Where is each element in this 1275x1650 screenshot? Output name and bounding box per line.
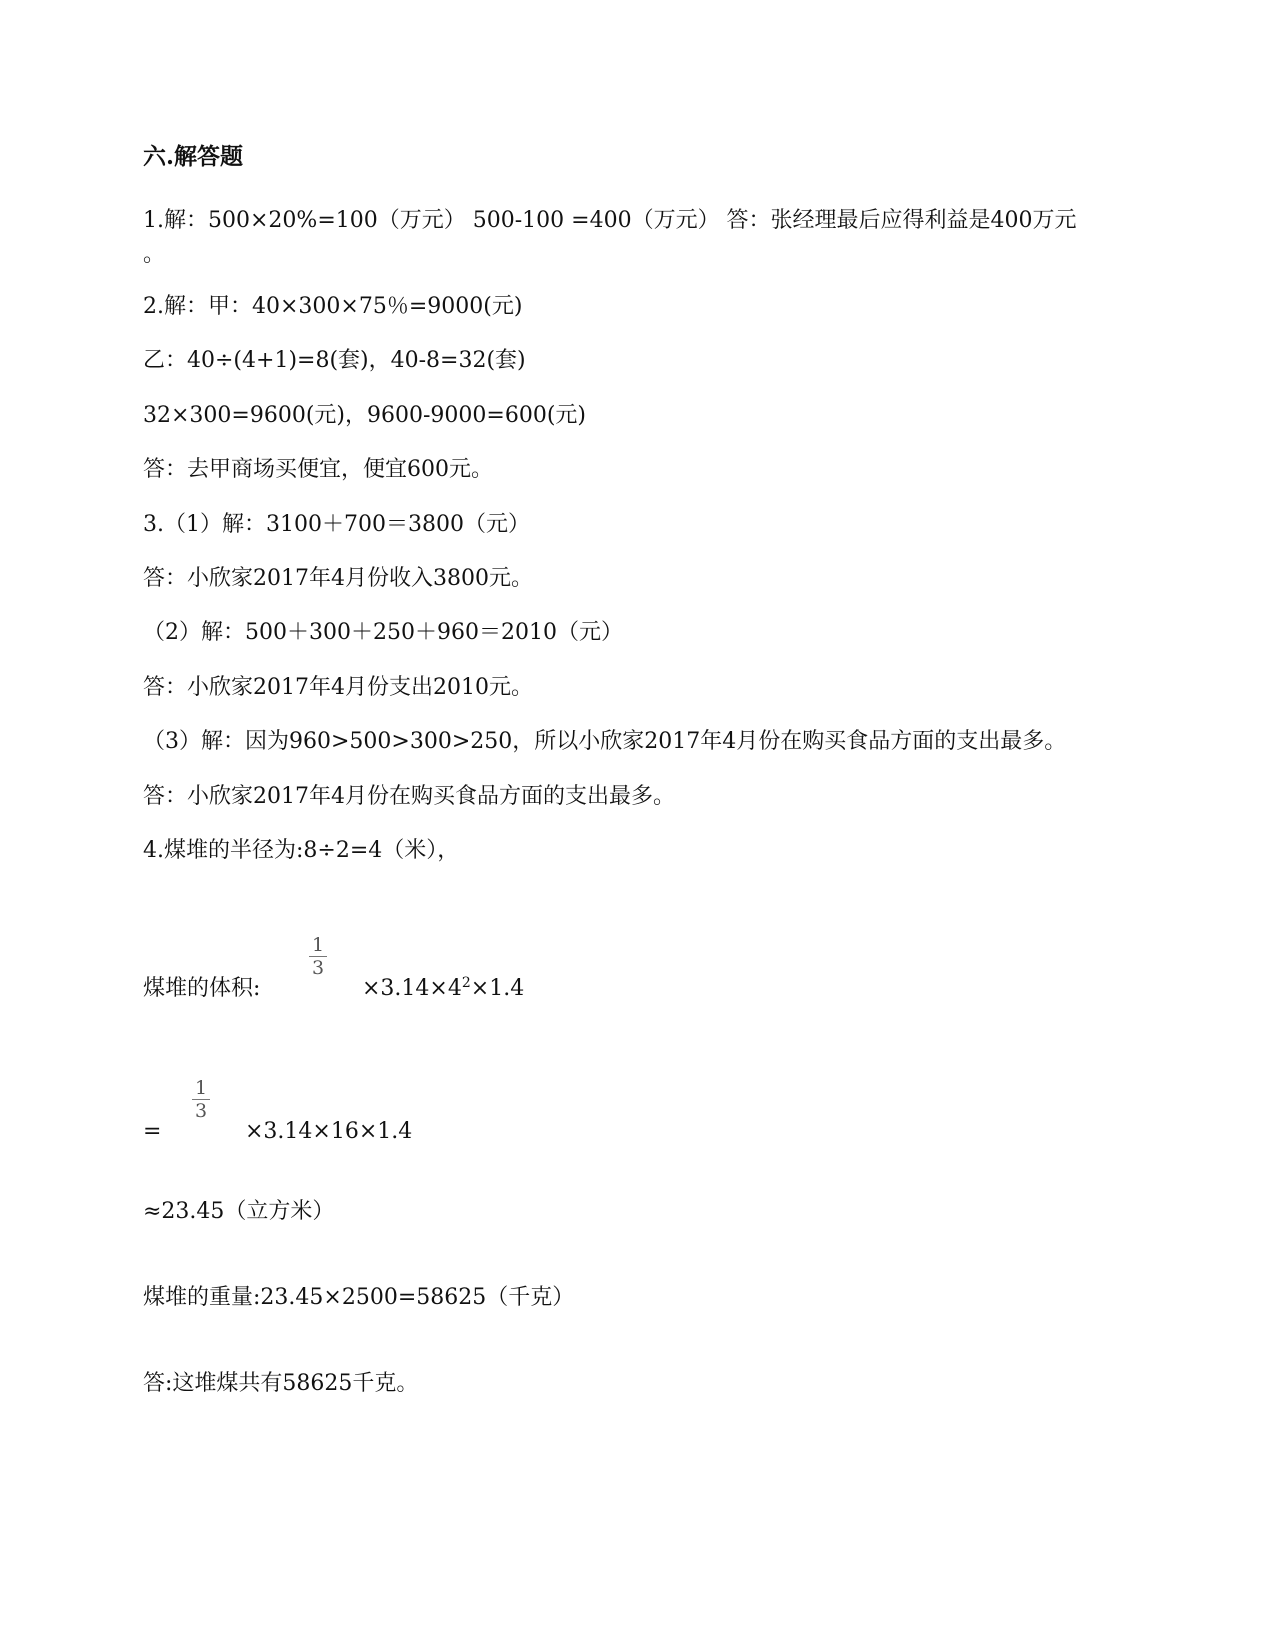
q4-volume-expression xyxy=(362,974,524,1004)
q3-part1-solution: 3.（1）解：3100＋700＝3800（元） xyxy=(143,512,530,537)
q4-volume-fraction xyxy=(308,934,328,979)
q2-solution-line-2: 乙：40÷(4+1)=8(套)，40-8=32(套) xyxy=(143,348,526,373)
q3-part2-answer: 答：小欣家2017年4月份支出2010元。 xyxy=(143,675,533,700)
fraction-denominator: 3 xyxy=(194,1100,208,1122)
q2-solution-line-1: 2.解：甲：40×300×75％=9000(元) xyxy=(143,294,523,319)
q3-part3-solution: （3）解：因为960>500>300>250，所以小欣家2017年4月份在购买食品方面的支出最多。 xyxy=(143,729,1067,754)
q1-solution-period: 。 xyxy=(143,242,166,267)
q2-solution-line-3: 32×300=9600(元)，9600-9000=600(元) xyxy=(143,403,587,428)
volume-expr-part-a: ×3.14×4 xyxy=(362,976,462,1001)
q2-answer: 答：去甲商场买便宜，便宜600元。 xyxy=(143,457,493,482)
q4-step-equals: = xyxy=(143,1119,162,1144)
q4-radius-line: 4.煤堆的半径为:8÷2=4（米）， xyxy=(143,838,460,863)
volume-exponent: 2 xyxy=(461,975,471,991)
q3-part3-answer: 答：小欣家2017年4月份在购买食品方面的支出最多。 xyxy=(143,784,675,809)
section-title: 六.解答题 xyxy=(143,143,244,170)
fraction-numerator: 1 xyxy=(194,1077,208,1099)
fraction-numerator: 1 xyxy=(311,934,325,956)
q4-step-expression: ×3.14×16×1.4 xyxy=(245,1119,413,1144)
q4-approx-volume: ≈23.45（立方米） xyxy=(143,1199,335,1224)
q1-solution-line: 1.解：500×20%=100（万元） 500-100 =400（万元） 答：张经理最后应得利益是400万元 xyxy=(143,208,1077,233)
q3-part2-solution: （2）解：500＋300＋250＋960＝2010（元） xyxy=(143,620,623,645)
fraction-denominator: 3 xyxy=(311,957,325,979)
q4-answer: 答:这堆煤共有58625千克。 xyxy=(143,1371,419,1396)
q3-part1-answer: 答：小欣家2017年4月份收入3800元。 xyxy=(143,566,533,591)
q4-step-fraction xyxy=(191,1077,211,1122)
q4-volume-label: 煤堆的体积: xyxy=(143,976,261,1001)
q4-weight-line: 煤堆的重量:23.45×2500=58625（千克） xyxy=(143,1285,575,1310)
volume-expr-part-b: ×1.4 xyxy=(470,976,525,1001)
